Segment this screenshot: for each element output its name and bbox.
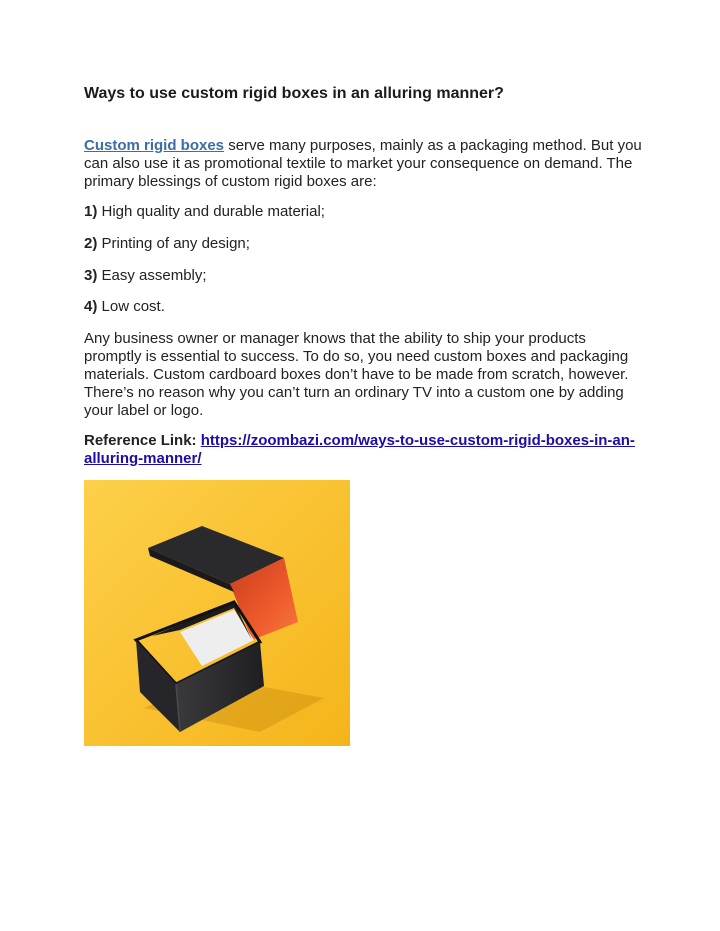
rigid-box-photo (84, 480, 350, 746)
reference-paragraph (84, 432, 644, 468)
reference-label: Reference Link: (84, 432, 201, 449)
benefit-text: Low cost. (97, 298, 165, 315)
benefit-item (84, 203, 325, 221)
benefit-text: Printing of any design; (97, 235, 250, 252)
page-title: Ways to use custom rigid boxes in an alluring manner? (84, 85, 504, 102)
benefit-number: 1) (84, 203, 98, 220)
intro-text: serve many purposes, mainly as a packaging method. But you can also use it as promotional textile to market your consequence on demand. The primary blessings of custom rigid boxes are: (84, 137, 642, 190)
intro-paragraph (84, 137, 644, 191)
benefit-number: 2) (84, 235, 98, 252)
benefit-text: High quality and durable material; (97, 203, 325, 220)
business-paragraph: Any business owner or manager knows that the ability to ship your products promptly is essential to success. To do so, you need custom boxes and packaging materials. Custom cardboard boxes don’t have to be made from scratch, however. There’s no reason why you can’t turn an ordinary TV into a custom one by adding your label or logo. (84, 330, 629, 419)
benefit-text: Easy assembly; (97, 267, 207, 284)
rigid-box-illustration (84, 480, 350, 746)
benefit-number: 4) (84, 298, 98, 315)
benefit-number: 3) (84, 267, 98, 284)
reference-link[interactable]: https://zoombazi.com/ways-to-use-custom-rigid-boxes-in-an-alluring-manner/ (84, 432, 635, 467)
benefit-item (84, 235, 250, 253)
benefit-item (84, 298, 165, 316)
benefit-item (84, 267, 207, 285)
custom-rigid-boxes-link[interactable]: Custom rigid boxes (84, 137, 225, 154)
